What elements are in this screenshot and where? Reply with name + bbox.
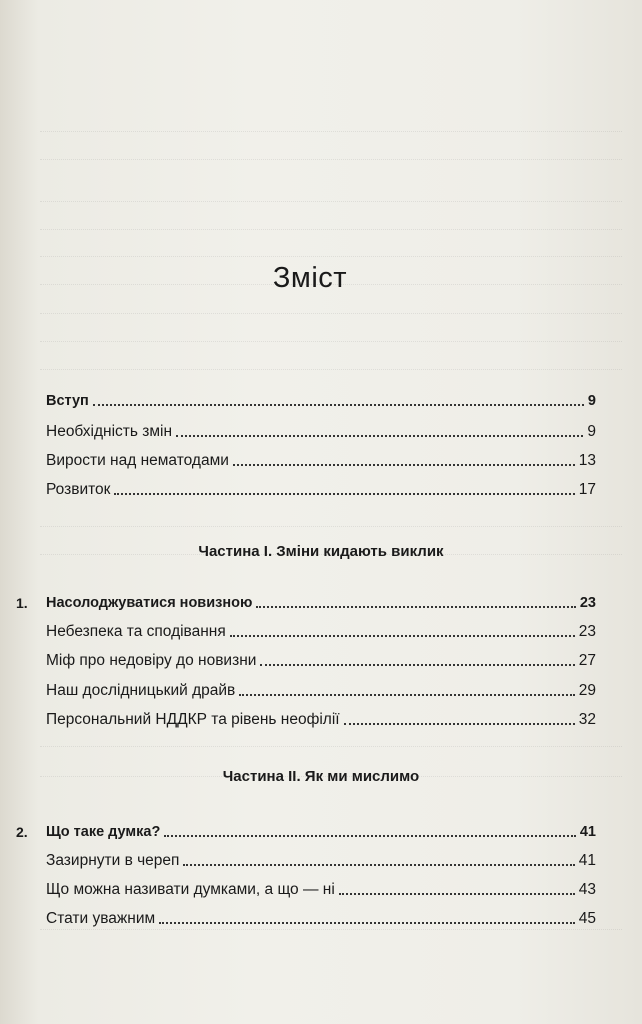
toc-entry-label: Наш дослідницький драйв [46,682,236,699]
toc-entry-intro[interactable] [46,392,596,410]
toc-entry-label: Насолоджуватися новизною [46,595,253,611]
toc-page-number: 41 [579,824,596,840]
dot-leader [159,922,575,924]
toc-entry[interactable] [46,423,596,441]
toc-page-number: 32 [578,711,596,728]
chapter-number: 1. [16,595,28,611]
toc-entry-label: Вступ [46,393,89,409]
toc-page-number: 9 [587,393,596,409]
page-title: Зміст [272,262,348,294]
dot-leader [344,723,575,725]
toc-page-number: 45 [578,910,596,927]
dot-leader [114,493,574,495]
toc-entry[interactable] [46,711,596,729]
toc-entry-label: Розвиток [46,481,111,498]
toc-entry-label: Що таке думка? [46,824,161,840]
toc-page-number: 41 [578,852,596,869]
dot-leader [93,404,584,406]
toc-entry[interactable] [46,452,596,470]
toc-entry[interactable] [46,881,596,899]
toc-page-number: 23 [579,595,596,611]
toc-entry-label: Зазирнути в череп [46,852,180,869]
part-heading: Частина II. Як ми мислимо [222,768,420,785]
toc-page-number: 17 [578,481,596,498]
dot-leader [164,835,576,837]
toc-entry[interactable] [46,652,596,670]
chapter-number: 2. [16,824,28,840]
toc-page-number: 9 [587,423,596,440]
toc-page-number: 13 [578,452,596,469]
toc-entry-label: Небезпека та сподівання [46,623,226,640]
toc-entry[interactable] [46,682,596,700]
toc-chapter-entry[interactable] [16,823,596,841]
toc-page-number: 43 [578,881,596,898]
dot-leader [183,864,574,866]
dot-leader [239,694,574,696]
toc-entry-label: Вирости над нематодами [46,452,229,469]
toc-entry[interactable] [46,481,596,499]
toc-entry[interactable] [46,623,596,641]
part-heading: Частина I. Зміни кидають виклик [198,543,444,560]
toc-page-number: 27 [578,652,596,669]
toc-page-number: 29 [578,682,596,699]
toc-entry-label: Необхідність змін [46,423,173,440]
dot-leader [256,606,576,608]
toc-entry-label: Міф про недовіру до новизни [46,652,257,669]
toc-page-number: 23 [578,623,596,640]
dot-leader [260,664,574,666]
toc-entry-label: Що можна називати думками, а що — ні [46,881,335,898]
toc-entry[interactable] [46,910,596,928]
dot-leader [339,893,575,895]
dot-leader [176,435,583,437]
toc-chapter-entry[interactable] [16,594,596,612]
dot-leader [233,464,575,466]
toc-entry-label: Стати уважним [46,910,156,927]
dot-leader [230,635,575,637]
toc-entry[interactable] [46,852,596,870]
toc-entry-label: Персональний НДДКР та рівень неофілії [46,711,340,728]
